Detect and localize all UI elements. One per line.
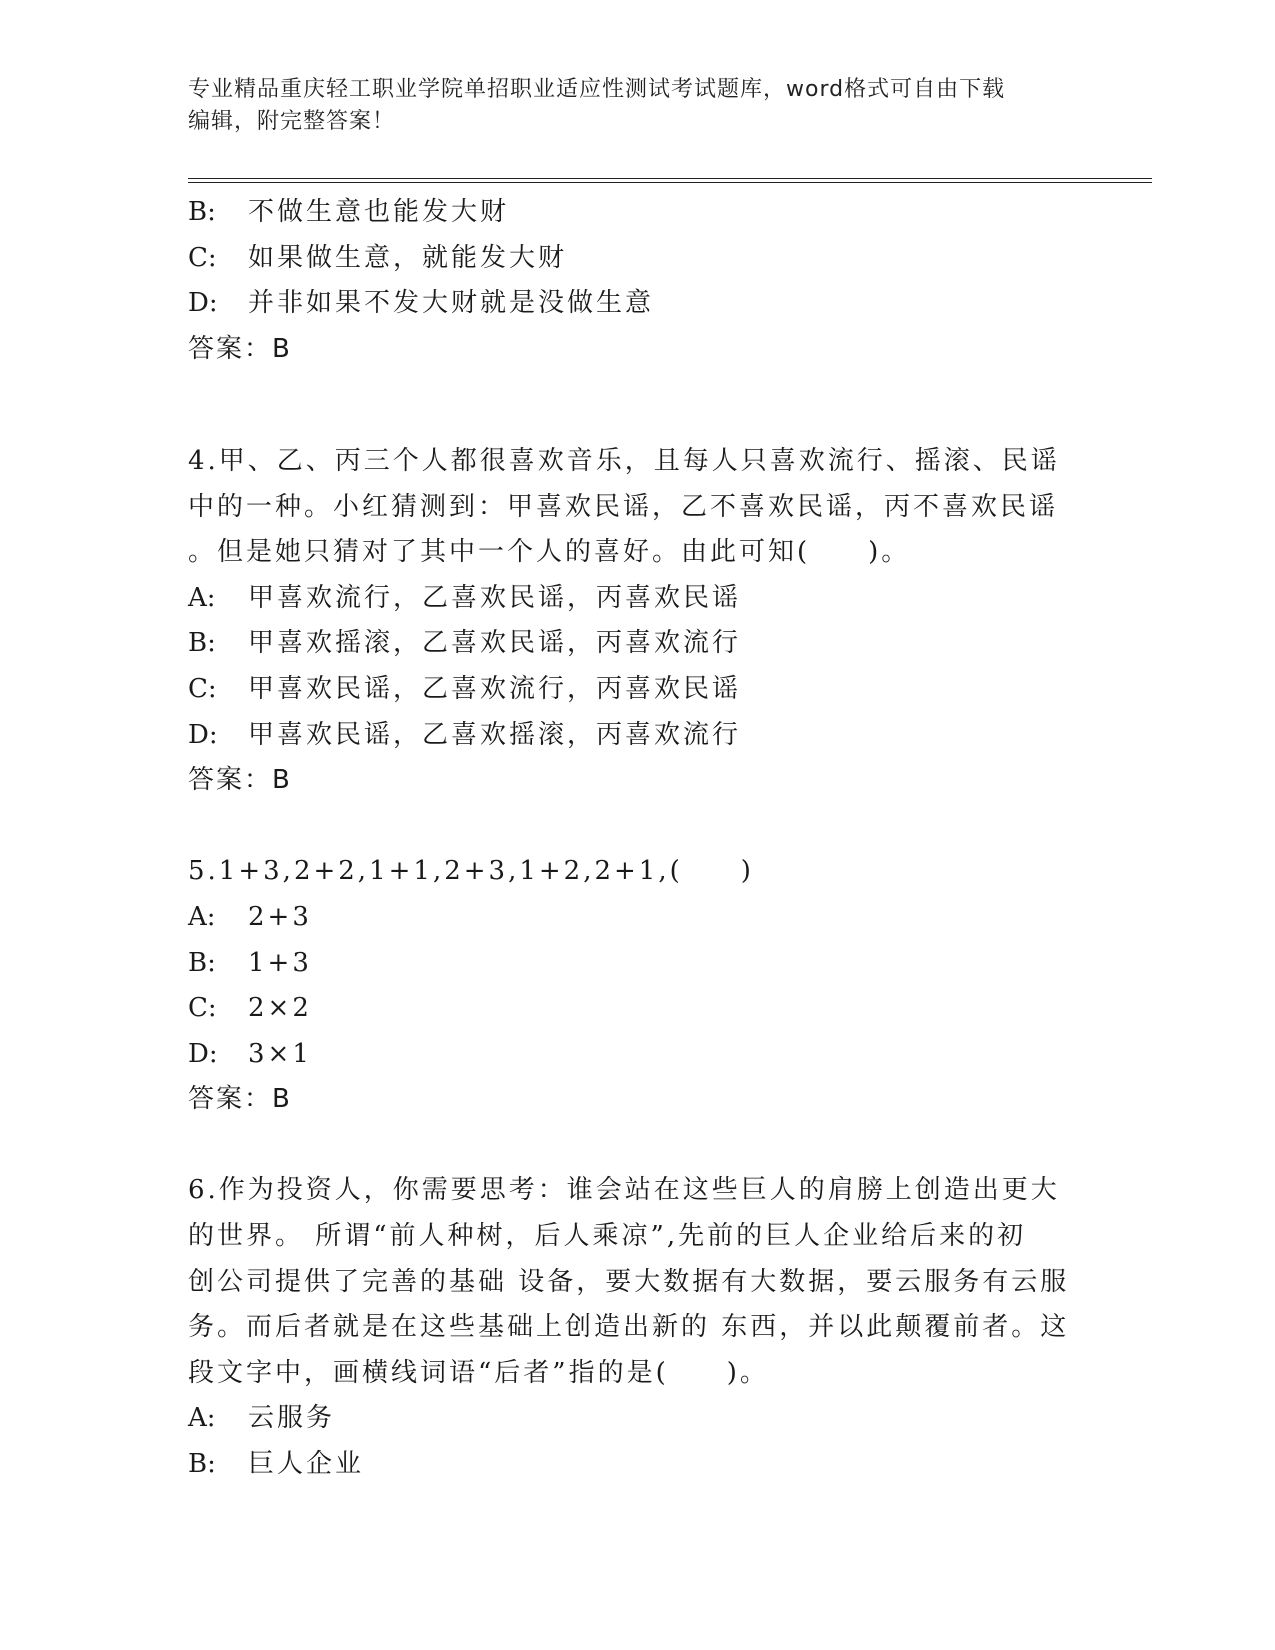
option-letter: C: — [188, 993, 217, 1024]
option-text: 3×1 — [248, 1038, 312, 1069]
question-stem-line: 4.甲、乙、丙三个人都很喜欢音乐，且每人只喜欢流行、摇滚、民谣 — [188, 445, 1060, 476]
option-c[interactable] — [188, 236, 1088, 282]
option-d[interactable] — [188, 713, 1088, 759]
option-d[interactable] — [188, 1032, 1088, 1078]
option-b[interactable] — [188, 1442, 1088, 1488]
question-stem-line: 中的一种。小红猜测到：甲喜欢民谣，乙不喜欢民谣，丙不喜欢民谣 — [188, 491, 1059, 522]
answer-line: 答案：B — [188, 333, 292, 364]
option-letter: A: — [188, 1403, 216, 1434]
option-letter: C: — [188, 242, 217, 273]
question-stem-line: 务。而后者就是在这些基础上创造出新的 东西，并以此颠覆前者。这 — [188, 1312, 1070, 1343]
question-5 — [188, 849, 1088, 1123]
question-stem-line: 6.作为投资人，你需要思考：谁会站在这些巨人的肩膀上创造出更大 — [188, 1175, 1060, 1206]
question-stem-line: 。但是她只猜对了其中一个人的喜好。由此可知( )。 — [188, 537, 911, 568]
option-text: 并非如果不发大财就是没做生意 — [248, 288, 655, 319]
document-header — [188, 74, 1068, 138]
option-text: 如果做生意，就能发大财 — [248, 242, 568, 273]
option-letter: B: — [188, 1449, 216, 1480]
header-divider-bottom — [188, 182, 1152, 183]
question-3-tail — [188, 190, 1088, 372]
option-a[interactable] — [188, 1396, 1088, 1442]
option-text: 不做生意也能发大财 — [248, 197, 510, 227]
option-letter: B: — [188, 947, 216, 978]
answer-line: 答案：B — [188, 765, 292, 796]
question-6 — [188, 1168, 1088, 1487]
question-stem-line: 创公司提供了完善的基础 设备，要大数据有大数据，要云服务有云服 — [188, 1266, 1070, 1297]
header-line-1: 专业精品重庆轻工职业学院单招职业适应性测试考试题库，word格式可自由下载 — [188, 77, 1006, 102]
option-b[interactable] — [188, 190, 1088, 236]
option-text: 1+3 — [248, 947, 312, 978]
question-stem-line: 的世界。 所谓“前人种树，后人乘凉”,先前的巨人企业给后来的初 — [188, 1221, 1027, 1252]
option-letter: D: — [188, 1038, 218, 1069]
option-letter: C: — [188, 673, 217, 704]
question-stem-line: 段文字中，画横线词语“后者”指的是( )。 — [188, 1357, 769, 1388]
question-4 — [188, 439, 1088, 804]
option-text: 甲喜欢民谣，乙喜欢流行，丙喜欢民谣 — [248, 673, 742, 704]
option-c[interactable] — [188, 667, 1088, 713]
option-letter: A: — [188, 582, 216, 613]
header-divider-top — [188, 178, 1152, 179]
question-list — [188, 190, 1088, 1488]
option-a[interactable] — [188, 895, 1088, 941]
option-letter: B: — [188, 628, 216, 659]
option-letter: A: — [188, 901, 216, 932]
option-text: 2×2 — [248, 993, 312, 1024]
option-letter: D: — [188, 719, 218, 750]
question-stem-line: 5.1+3,2+2,1+1,2+3,1+2,2+1,( ) — [188, 856, 754, 887]
option-b[interactable] — [188, 941, 1088, 987]
answer-line: 答案：B — [188, 1084, 292, 1115]
option-text: 云服务 — [248, 1403, 336, 1434]
option-c[interactable] — [188, 986, 1088, 1032]
option-letter: B: — [188, 197, 216, 227]
option-text: 甲喜欢流行，乙喜欢民谣，丙喜欢民谣 — [248, 582, 742, 613]
option-text: 甲喜欢摇滚，乙喜欢民谣，丙喜欢流行 — [248, 628, 742, 659]
option-d[interactable] — [188, 281, 1088, 327]
option-a[interactable] — [188, 576, 1088, 622]
option-text: 巨人企业 — [248, 1449, 365, 1480]
header-line-2: 编辑，附完整答案！ — [188, 109, 396, 134]
option-text: 甲喜欢民谣，乙喜欢摇滚，丙喜欢流行 — [248, 719, 742, 750]
option-text: 2+3 — [248, 901, 312, 932]
option-b[interactable] — [188, 621, 1088, 667]
option-letter: D: — [188, 288, 218, 319]
